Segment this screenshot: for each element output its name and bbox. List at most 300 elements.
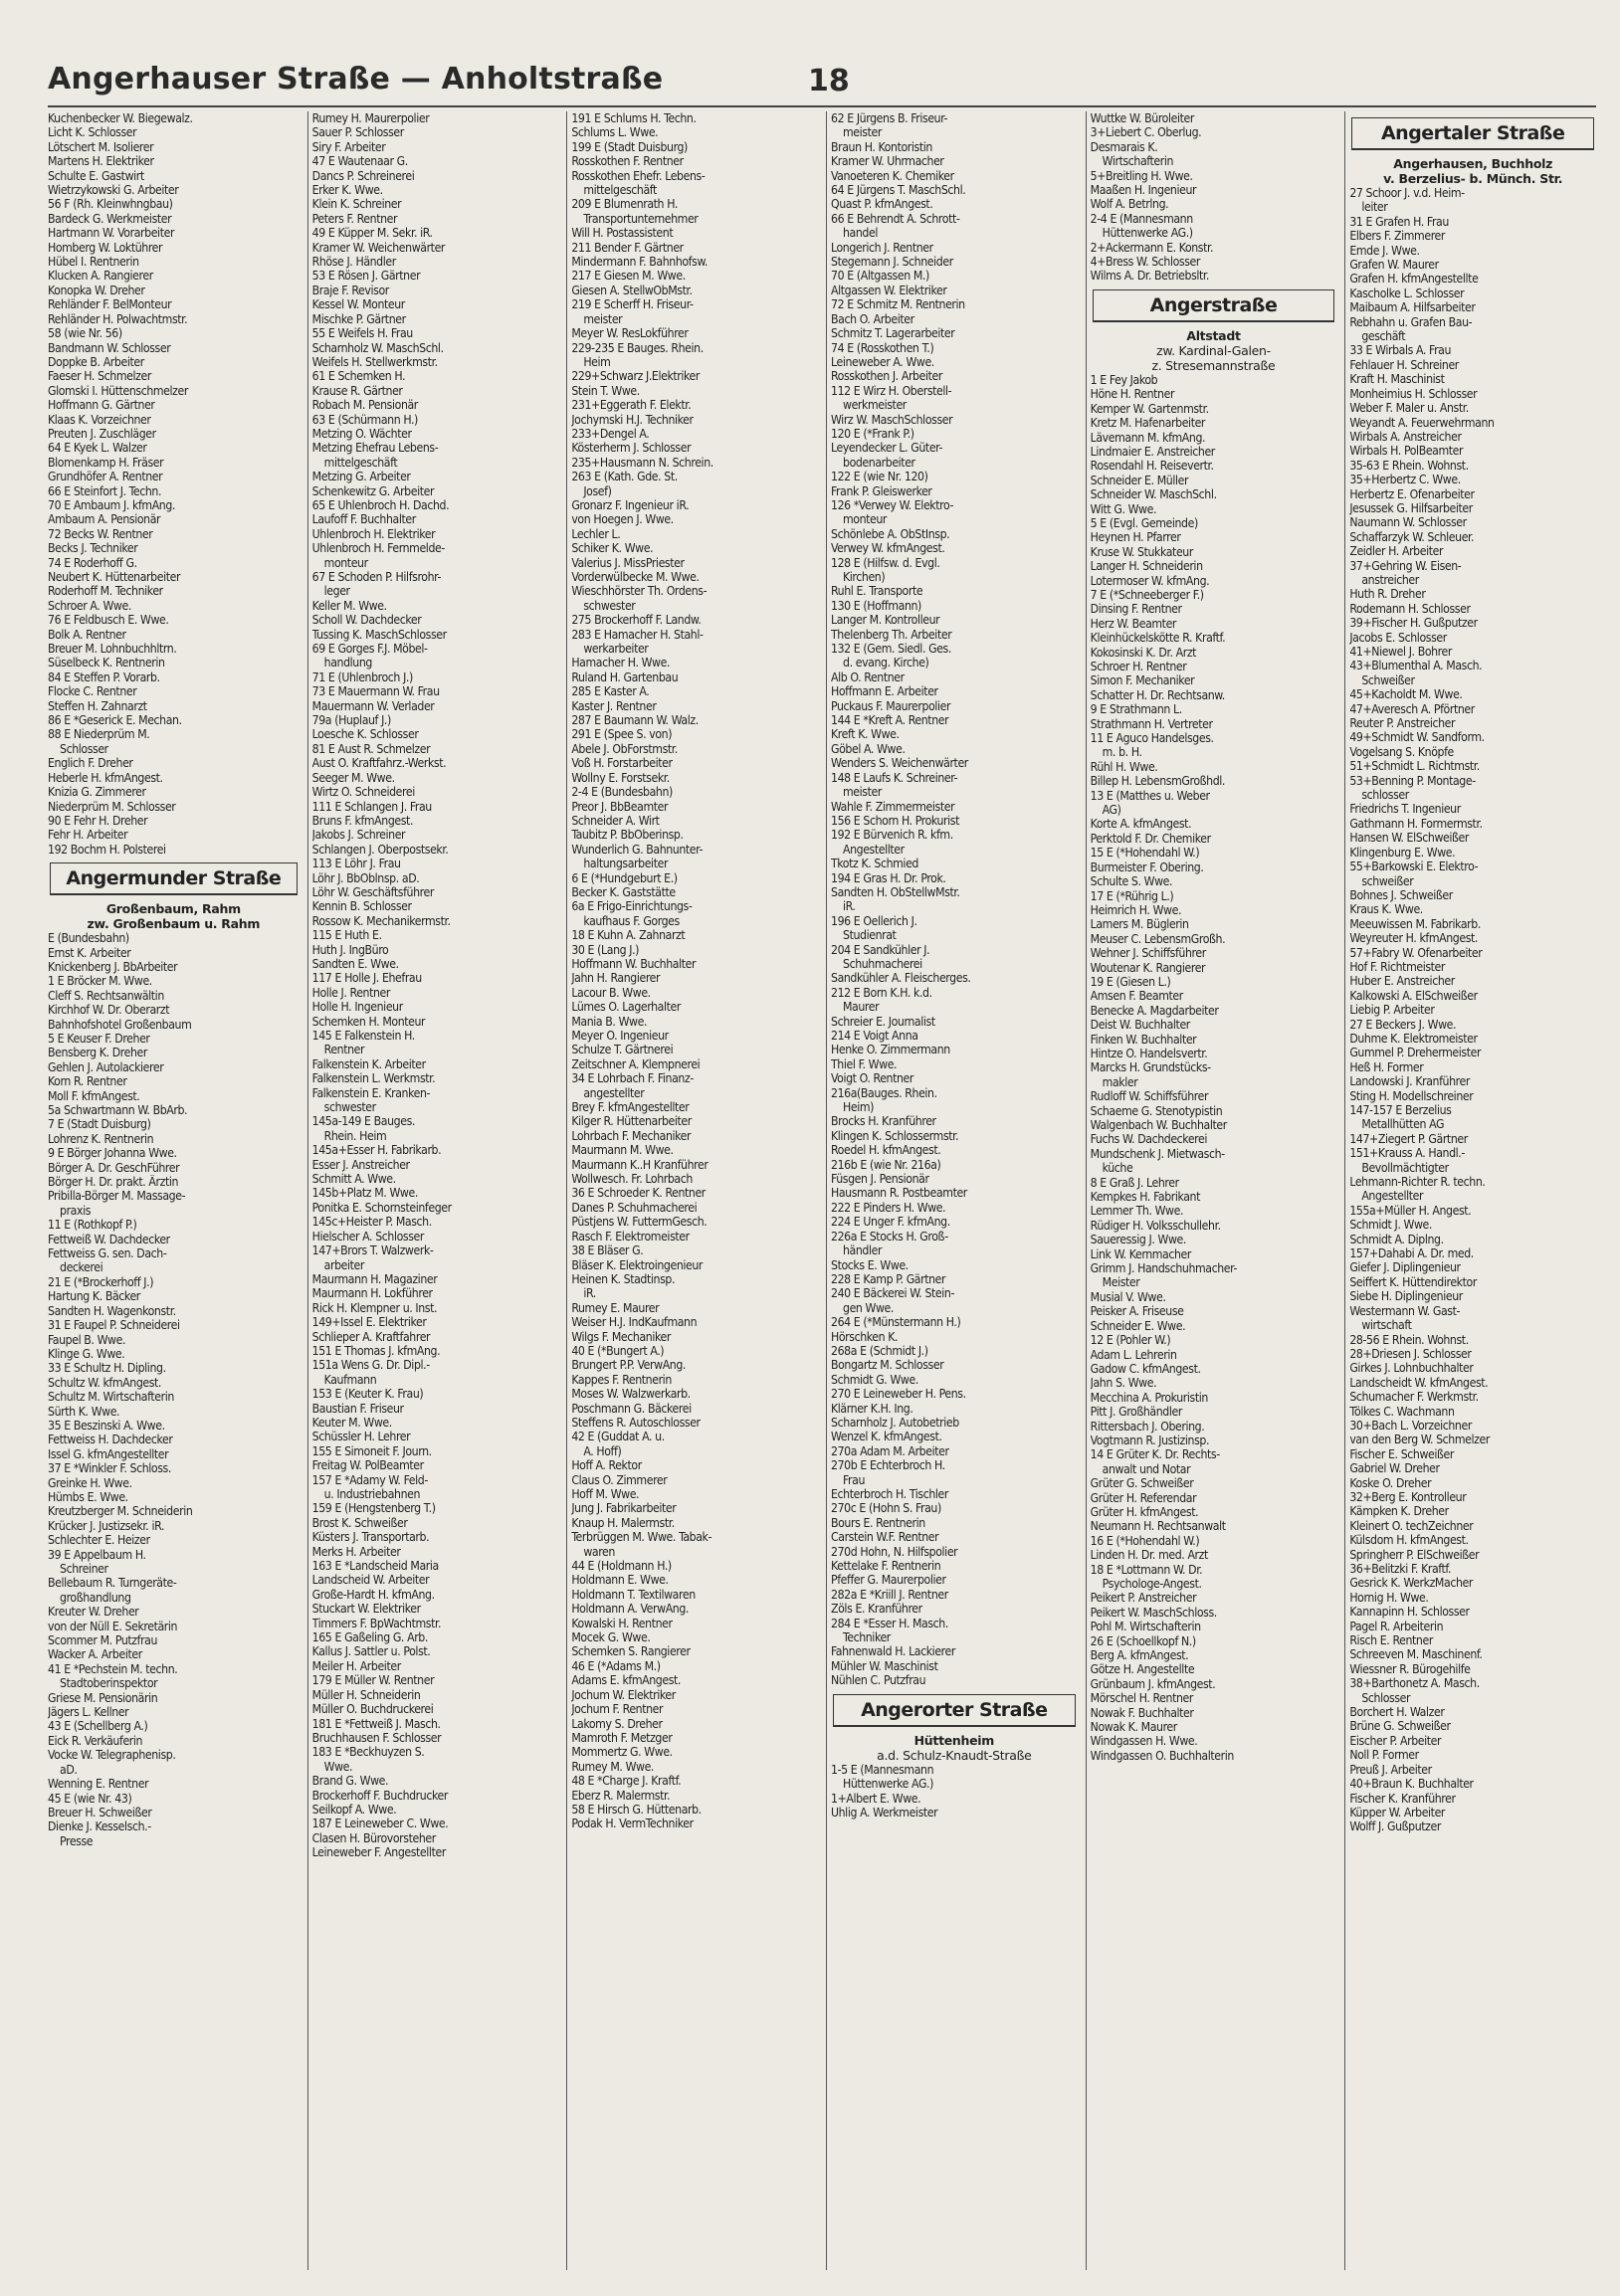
- entry-continuation: Meister: [1102, 1275, 1140, 1290]
- street-heading: Angerorter Straße: [833, 1694, 1076, 1727]
- resident-entry: 199 E (Stadt Duisburg): [571, 139, 688, 154]
- resident-entry: Wollny E. Forstsekr.: [571, 770, 670, 785]
- resident-entry: Kallus J. Sattler u. Polst.: [311, 1644, 431, 1659]
- resident-entry: Altgassen W. Elektriker: [831, 283, 947, 297]
- resident-entry: 5 E Keuser F. Dreher: [48, 1031, 150, 1046]
- resident-entry: 5a Schwartmann W. BbArb.: [48, 1103, 188, 1117]
- resident-entry: Podak H. VermTechniker: [571, 1817, 694, 1831]
- entry-continuation: angestellter: [583, 1085, 645, 1100]
- resident-entry: 156 E Schorn H. Prokurist: [831, 813, 960, 828]
- resident-entry: Heberle H. kfmAngest.: [48, 770, 163, 785]
- resident-entry: Holle J. Rentner: [311, 985, 390, 1000]
- resident-entry: Jung J. Fabrikarbeiter: [571, 1501, 677, 1516]
- resident-entry: 9 E Börger Johanna Wwe.: [48, 1146, 177, 1161]
- resident-entry: Rüdiger H. Volksschullehr.: [1090, 1218, 1221, 1233]
- resident-entry: Holle H. Ingenieur: [311, 1000, 403, 1015]
- resident-entry: 2-4 E (Mannesmann: [1090, 211, 1193, 226]
- resident-entry: Perktold F. Dr. Chemiker: [1090, 831, 1211, 846]
- street-subheading: a.d. Schulz-Knaudt-Straße: [877, 1747, 1032, 1763]
- resident-entry: Wunderlich G. Bahnunter-: [571, 842, 704, 857]
- resident-entry: 6a E Frigo-Einrichtungs-: [571, 899, 693, 914]
- resident-entry: Landscheid W. Arbeiter: [311, 1573, 430, 1588]
- resident-entry: Reuter P. Anstreicher: [1349, 716, 1456, 731]
- resident-entry: Gathmann H. Formermstr.: [1349, 816, 1483, 831]
- entry-continuation: schwester: [323, 1100, 376, 1115]
- resident-entry: Leineweber F. Angestellter: [311, 1845, 446, 1860]
- resident-entry: Kemper W. Gartenmstr.: [1090, 401, 1209, 416]
- resident-entry: Falkenstein K. Arbeiter: [311, 1056, 426, 1071]
- resident-entry: 147+Brors T. Walzwerk-: [311, 1244, 434, 1258]
- resident-entry: 84 E Steffen P. Vorarb.: [48, 670, 160, 684]
- entry-continuation: meister: [843, 785, 882, 800]
- resident-entry: 35+Herbertz C. Wwe.: [1349, 473, 1461, 487]
- resident-entry: Peikert P. Anstreicher: [1090, 1591, 1197, 1606]
- resident-entry: Jesussek G. Hilfsarbeiter: [1349, 500, 1473, 515]
- resident-entry: Kramer W. Uhrmacher: [831, 154, 944, 169]
- resident-entry: Wenzel K. kfmAngest.: [831, 1430, 942, 1444]
- resident-entry: Girkes J. Lohnbuchhalter: [1349, 1361, 1474, 1376]
- resident-entry: 209 E Blumenrath H.: [571, 197, 678, 212]
- resident-entry: Witt G. Wwe.: [1090, 501, 1157, 516]
- entry-continuation: mittelgeschäft: [583, 183, 657, 198]
- resident-entry: Küpper W. Arbeiter: [1349, 1805, 1446, 1819]
- resident-entry: Hoffmann G. Gärtner: [48, 398, 155, 413]
- resident-entry: 12 E (Pohler W.): [1090, 1333, 1171, 1348]
- resident-entry: Gronarz F. Ingenieur iR.: [571, 497, 690, 512]
- resident-entry: 229+Schwarz J.Elektriker: [571, 369, 701, 384]
- resident-entry: 233+Dengel A.: [571, 426, 650, 441]
- resident-entry: 43 E (Schellberg A.): [48, 1719, 148, 1734]
- street-subheading: v. Berzelius- b. Münch. Str.: [1383, 171, 1563, 186]
- resident-entry: 151 E Thomas J. kfmAng.: [311, 1343, 441, 1358]
- resident-entry: Rosskothen Ehefr. Lebens-: [571, 168, 706, 183]
- resident-entry: Rick H. Klempner u. Inst.: [311, 1300, 438, 1315]
- resident-entry: 228 E Kamp P. Gärtner: [831, 1271, 946, 1286]
- resident-entry: 155a+Müller H. Angest.: [1349, 1203, 1472, 1218]
- resident-entry: 235+Hausmann N. Schrein.: [571, 455, 713, 470]
- resident-entry: 111 E Schlangen J. Frau: [311, 799, 432, 814]
- resident-entry: Nühlen C. Putzfrau: [831, 1673, 926, 1688]
- resident-entry: Hausmann R. Postbeamter: [831, 1186, 967, 1201]
- resident-entry: Wuttke W. Büroleiter: [1090, 111, 1194, 125]
- resident-entry: Uhlenbroch H. Fernmelde-: [311, 541, 445, 556]
- resident-entry: 145b+Platz M. Wwe.: [311, 1186, 418, 1201]
- resident-entry: Löhr J. BbOblnsp. aD.: [311, 870, 420, 885]
- resident-entry: 270c E (Hohn S. Frau): [831, 1501, 941, 1516]
- resident-entry: Brey F. kfmAngestellter: [571, 1100, 690, 1115]
- resident-entry: Noll P. Former: [1349, 1748, 1419, 1763]
- resident-entry: Krause R. Gärtner: [311, 383, 403, 398]
- resident-entry: Wietrzykowski G. Arbeiter: [48, 183, 179, 198]
- directory-column: [1086, 111, 1337, 2270]
- entry-continuation: handel: [843, 226, 878, 241]
- resident-entry: Ruland H. Gartenbau: [571, 670, 679, 684]
- resident-entry: Vocke W. Telegraphenisp.: [48, 1748, 176, 1763]
- resident-entry: 7 E (Stadt Duisburg): [48, 1117, 151, 1132]
- resident-entry: Schneider W. MaschSchl.: [1090, 487, 1217, 502]
- entry-continuation: Schlosser: [1361, 1690, 1411, 1705]
- entry-continuation: bodenarbeiter: [843, 455, 915, 470]
- resident-entry: 3+Liebert C. Oberlug.: [1090, 125, 1202, 140]
- resident-entry: Adam L. Lehrerin: [1090, 1347, 1177, 1362]
- resident-entry: Herbertz E. Ofenarbeiter: [1349, 486, 1475, 501]
- resident-entry: Rudloff W. Schiffsführer: [1090, 1089, 1209, 1104]
- resident-entry: Fehlauer H. Schreiner: [1349, 357, 1459, 372]
- resident-entry: 163 E *Landscheid Maria: [311, 1559, 439, 1574]
- resident-entry: Wenders S. Weichenwärter: [831, 756, 968, 771]
- resident-entry: Kettelake F. Rentnerin: [831, 1559, 941, 1574]
- resident-entry: 204 E Sandkühler J.: [831, 942, 930, 957]
- resident-entry: Schneider E. Müller: [1090, 473, 1189, 487]
- resident-entry: Flocke C. Rentner: [48, 684, 137, 699]
- resident-entry: Schlums L. Wwe.: [571, 125, 659, 140]
- entry-continuation: u. Industriebahnen: [323, 1487, 421, 1501]
- resident-entry: Clasen H. Bürovorsteher: [311, 1830, 436, 1845]
- resident-entry: 15 E (*Hohendahl W.): [1090, 846, 1200, 861]
- resident-entry: Braun H. Kontoristin: [831, 139, 932, 154]
- resident-entry: Börger A. Dr. GeschFührer: [48, 1160, 180, 1175]
- resident-entry: Frank P. Gleiswerker: [831, 483, 932, 498]
- resident-entry: Keller M. Wwe.: [311, 598, 387, 613]
- resident-entry: Desmarais K.: [1090, 139, 1158, 154]
- resident-entry: Höne H. Rentner: [1090, 387, 1175, 402]
- resident-entry: 11 E Aguco Handelsges.: [1090, 731, 1214, 746]
- resident-entry: Kessel W. Monteur: [311, 297, 405, 312]
- resident-entry: Schemken H. Monteur: [311, 1014, 426, 1029]
- resident-entry: Robach M. Pensionär: [311, 398, 418, 413]
- resident-entry: Heimrich H. Wwe.: [1090, 902, 1182, 917]
- resident-entry: Vogtmann R. Justizinsp.: [1090, 1433, 1210, 1447]
- resident-entry: 2-4 E (Bundesbahn): [571, 785, 673, 800]
- resident-entry: Scharnholz J. Autobetrieb: [831, 1415, 959, 1430]
- resident-entry: 153 E (Keuter K. Frau): [311, 1387, 424, 1402]
- resident-entry: Lakomy S. Dreher: [571, 1716, 663, 1731]
- resident-entry: Brungert P.P. VerwAng.: [571, 1358, 686, 1373]
- resident-entry: 14 E Grüter K. Dr. Rechts-: [1090, 1447, 1220, 1462]
- resident-entry: Metzing Ehefrau Lebens-: [311, 441, 439, 456]
- resident-entry: 28+Driesen J. Schlosser: [1349, 1346, 1472, 1361]
- resident-entry: Lohrbach F. Mechaniker: [571, 1128, 692, 1143]
- resident-entry: Fettweiss G. sen. Dach-: [48, 1246, 167, 1261]
- resident-entry: 81 E Aust R. Schmelzer: [311, 741, 431, 756]
- resident-entry: Börger H. Dr. prakt. Ärztin: [48, 1175, 179, 1190]
- entry-continuation: geschäft: [1361, 329, 1406, 344]
- resident-entry: Becker K. Gaststätte: [571, 884, 676, 899]
- resident-entry: Zeitschner A. Klempnerei: [571, 1056, 701, 1071]
- resident-entry: Sting H. Modellschreiner: [1349, 1088, 1474, 1103]
- resident-entry: Seeger M. Wwe.: [311, 770, 395, 785]
- entry-continuation: deckerei: [60, 1260, 103, 1275]
- resident-entry: 30 E (Lang J.): [571, 942, 640, 957]
- resident-entry: 216a(Bauges. Rhein.: [831, 1085, 937, 1100]
- resident-entry: Carstein W.F. Rentner: [831, 1530, 939, 1545]
- resident-entry: Fischer E. Schweißer: [1349, 1446, 1454, 1461]
- resident-entry: Vorderwülbecke M. Wwe.: [571, 570, 700, 584]
- resident-entry: 120 E (*Frank P.): [831, 426, 914, 441]
- resident-entry: Knaup H. Malermstr.: [571, 1515, 675, 1530]
- resident-entry: 1+Albert E. Wwe.: [831, 1791, 921, 1806]
- resident-entry: Wirtz O. Schneiderei: [311, 785, 415, 800]
- resident-entry: 1-5 E (Mannesmann: [831, 1762, 934, 1777]
- resident-entry: 33 E Wirbals A. Frau: [1349, 343, 1452, 358]
- resident-entry: Schlechter E. Heizer: [48, 1533, 150, 1548]
- resident-entry: 9 E Strathmann L.: [1090, 702, 1182, 717]
- resident-entry: Kalkowski A. ElSchweißer: [1349, 988, 1478, 1003]
- entry-continuation: Wirtschafterin: [1102, 154, 1174, 169]
- resident-entry: Jägers L. Kellner: [48, 1705, 129, 1720]
- resident-entry: 196 E Oellerich J.: [831, 913, 917, 928]
- resident-entry: Schreeven M. Maschinenf.: [1349, 1647, 1483, 1662]
- entry-continuation: Heim: [583, 354, 611, 369]
- resident-entry: Valerius J. MissPriester: [571, 555, 685, 570]
- resident-entry: Issel G. kfmAngestellter: [48, 1446, 169, 1461]
- resident-entry: Scommer M. Putzfrau: [48, 1633, 158, 1648]
- resident-entry: Kleinert O. techZeichner: [1349, 1518, 1474, 1533]
- resident-entry: Bongartz M. Schlosser: [831, 1358, 944, 1373]
- resident-entry: 282a E *Kriill J. Rentner: [831, 1587, 948, 1602]
- resident-entry: E (Bundesbahn): [48, 931, 129, 946]
- entry-continuation: Kaufmann: [323, 1372, 377, 1387]
- resident-entry: Meyer O. Ingenieur: [571, 1029, 669, 1043]
- resident-entry: 74 E Roderhoff G.: [48, 555, 137, 570]
- resident-entry: 56 F (Rh. Kleinwhngbau): [48, 197, 173, 212]
- resident-entry: 49 E Küpper M. Sekr. iR.: [311, 226, 433, 241]
- resident-entry: 40 E (*Bungert A.): [571, 1343, 665, 1358]
- resident-entry: Wollwesch. Fr. Lohrbach: [571, 1172, 693, 1187]
- resident-entry: Ponitka E. Schornsteinfeger: [311, 1200, 452, 1215]
- street-subheading: zw. Großenbaum u. Rahm: [87, 916, 261, 932]
- resident-entry: 35-63 E Rhein. Wohnst.: [1349, 458, 1469, 473]
- entry-continuation: meister: [843, 125, 882, 140]
- resident-entry: 132 E (Gem. Siedl. Ges.: [831, 642, 951, 657]
- entry-continuation: d. evang. Kirche): [843, 656, 929, 670]
- resident-entry: 16 E (*Hohendahl W.): [1090, 1533, 1200, 1548]
- resident-entry: Stuckart W. Elektriker: [311, 1602, 421, 1617]
- resident-entry: 57+Fabry W. Ofenarbeiter: [1349, 945, 1483, 960]
- resident-entry: Holdmann A. VerwAng.: [571, 1602, 689, 1617]
- resident-entry: Grüter H. Referendar: [1090, 1490, 1197, 1505]
- resident-entry: 35 E Beszinski A. Wwe.: [48, 1418, 165, 1433]
- resident-entry: Jahn H. Rangierer: [571, 971, 661, 986]
- resident-entry: Puckaus F. Maurerpolier: [831, 698, 951, 713]
- resident-entry: Musial V. Wwe.: [1090, 1289, 1166, 1304]
- resident-entry: 155 E Simoneit F. Journ.: [311, 1443, 432, 1458]
- resident-entry: Preuß J. Arbeiter: [1349, 1762, 1432, 1777]
- resident-entry: Seilkopf A. Wwe.: [311, 1802, 397, 1817]
- resident-entry: Pohl M. Wirtschafterin: [1090, 1620, 1201, 1634]
- resident-entry: Schmidt G. Wwe.: [831, 1372, 918, 1387]
- resident-entry: Liebig P. Arbeiter: [1349, 1003, 1435, 1018]
- resident-entry: Lechler L.: [571, 526, 621, 541]
- resident-entry: 229-235 E Bauges. Rhein.: [571, 340, 704, 355]
- resident-entry: Lehmann-Richter R. techn.: [1349, 1175, 1486, 1190]
- resident-entry: Kowalski H. Rentner: [571, 1616, 673, 1630]
- resident-entry: Jochum F. Rentner: [571, 1702, 664, 1717]
- resident-entry: 179 E Müller W. Rentner: [311, 1673, 435, 1688]
- entry-continuation: Wwe.: [323, 1759, 353, 1774]
- resident-entry: 151+Krauss A. Handl.-: [1349, 1146, 1465, 1161]
- resident-entry: Springherr P. ElSchweißer: [1349, 1547, 1480, 1562]
- entry-continuation: monteur: [843, 512, 888, 527]
- resident-entry: 6 E (*Hundgeburt E.): [571, 870, 678, 885]
- resident-entry: Sauer P. Schlosser: [311, 125, 404, 140]
- resident-entry: Dinsing F. Rentner: [1090, 602, 1182, 617]
- resident-entry: Metzing O. Wächter: [311, 426, 412, 441]
- resident-entry: 112 E Wirz H. Oberstell-: [831, 383, 952, 398]
- resident-entry: 27 E Beckers J. Wwe.: [1349, 1017, 1457, 1032]
- resident-entry: Vogelsang S. Knöpfe: [1349, 744, 1454, 759]
- entry-continuation: AG): [1102, 803, 1121, 818]
- resident-entry: 1 E Bröcker M. Wwe.: [48, 974, 152, 989]
- resident-entry: Uhlig A. Werkmeister: [831, 1805, 938, 1819]
- resident-entry: Billep H. LebensmGroßhdl.: [1090, 774, 1225, 789]
- resident-entry: Baustian F. Friseur: [311, 1401, 404, 1416]
- resident-entry: Rumey H. Maurerpolier: [311, 111, 430, 125]
- entry-continuation: A. Hoff): [583, 1443, 622, 1458]
- resident-entry: Mindermann F. Bahnhofsw.: [571, 255, 708, 270]
- resident-entry: Brüne G. Schweißer: [1349, 1719, 1451, 1734]
- resident-entry: 76 E Feldbusch E. Wwe.: [48, 613, 169, 628]
- resident-entry: Freitag W. PolBeamter: [311, 1458, 424, 1473]
- resident-entry: Koske O. Dreher: [1349, 1475, 1432, 1490]
- resident-entry: 28-56 E Rhein. Wohnst.: [1349, 1332, 1469, 1347]
- resident-entry: Brockerhoff F. Buchdrucker: [311, 1788, 448, 1803]
- page-header-title: Angerhauser Straße — Anholtstraße: [48, 62, 664, 96]
- resident-entry: 217 E Giesen M. Wwe.: [571, 269, 686, 284]
- resident-entry: Rühl H. Wwe.: [1090, 759, 1158, 774]
- resident-entry: Faeser H. Schmelzer: [48, 369, 151, 384]
- resident-entry: Wilgs F. Mechaniker: [571, 1329, 671, 1344]
- resident-entry: Peikert W. MaschSchloss.: [1090, 1605, 1217, 1620]
- resident-entry: Klucken A. Rangierer: [48, 269, 153, 284]
- resident-entry: 32+Berg E. Kontrolleur: [1349, 1489, 1467, 1504]
- resident-entry: Aust O. Kraftfahrz.-Werkst.: [311, 756, 447, 771]
- resident-entry: von Hoegen J. Wwe.: [571, 512, 674, 527]
- resident-entry: Wilms A. Dr. Betriebsltr.: [1090, 269, 1209, 284]
- resident-entry: Schönlebe A. ObStInsp.: [831, 526, 950, 541]
- resident-entry: 115 E Huth E.: [311, 928, 382, 943]
- entry-continuation: meister: [583, 311, 623, 326]
- street-subheading: Altstadt: [1186, 327, 1241, 343]
- resident-entry: 187 E Leineweber C. Wwe.: [311, 1817, 449, 1831]
- resident-entry: Wenning E. Rentner: [48, 1777, 149, 1792]
- resident-entry: Bolk A. Rentner: [48, 627, 126, 642]
- street-heading: Angerstraße: [1093, 289, 1335, 322]
- resident-entry: 211 Bender F. Gärtner: [571, 240, 684, 255]
- resident-entry: Quast P. kfmAngest.: [831, 197, 933, 212]
- resident-entry: Hamacher H. Wwe.: [571, 656, 671, 670]
- resident-entry: Faupel B. Wwe.: [48, 1332, 126, 1347]
- resident-entry: Licht K. Schlosser: [48, 125, 137, 140]
- resident-entry: 64 E Jürgens T. MaschSchl.: [831, 183, 966, 198]
- resident-entry: 4+Bress W. Schlosser: [1090, 255, 1201, 270]
- resident-entry: Korte A. kfmAngest.: [1090, 817, 1192, 832]
- resident-entry: 128 E (Hilfsw. d. Evgl.: [831, 555, 940, 570]
- resident-entry: Glomski I. Hüttenschmelzer: [48, 383, 188, 398]
- resident-entry: Erker K. Wwe.: [311, 183, 383, 198]
- entry-continuation: iR.: [583, 1286, 596, 1301]
- resident-entry: Schatter H. Dr. Rechtsanw.: [1090, 687, 1225, 702]
- resident-entry: Krücker J. Justizsekr. iR.: [48, 1518, 164, 1533]
- entry-continuation: händler: [843, 1244, 883, 1258]
- resident-entry: 191 E Schlums H. Techn.: [571, 111, 697, 125]
- resident-entry: Jochum W. Elektriker: [571, 1687, 676, 1702]
- entry-continuation: Maurer: [843, 1000, 880, 1015]
- resident-entry: Götze H. Angestellte: [1090, 1662, 1195, 1677]
- entry-continuation: werkarbeiter: [583, 642, 649, 657]
- resident-entry: Rehländer H. Polwachtmstr.: [48, 311, 188, 326]
- resident-entry: Gesrick K. WerkzMacher: [1349, 1576, 1473, 1591]
- entry-continuation: mittelgeschäft: [323, 455, 398, 470]
- resident-entry: Mamroth F. Metzger: [571, 1730, 673, 1745]
- entry-continuation: arbeiter: [323, 1257, 364, 1272]
- entry-continuation: leger: [323, 584, 350, 599]
- resident-entry: 38+Barthonetz A. Masch.: [1349, 1676, 1480, 1691]
- resident-entry: Schaeme G. Stenotypistin: [1090, 1103, 1223, 1118]
- resident-entry: Kirchhof W. Dr. Oberarzt: [48, 1003, 170, 1018]
- resident-entry: Kreuter W. Dreher: [48, 1605, 139, 1620]
- resident-entry: Brost K. Schweißer: [311, 1515, 408, 1530]
- resident-entry: Windgassen O. Buchhalterin: [1090, 1748, 1234, 1763]
- resident-entry: 17 E (*Rührig L.): [1090, 888, 1174, 903]
- resident-entry: Bellebaum R. Turngeräte-: [48, 1576, 177, 1591]
- resident-entry: Wolff J. Gußputzer: [1349, 1819, 1441, 1834]
- resident-entry: Klein K. Schreiner: [311, 197, 402, 212]
- resident-entry: Bardeck G. Werkmeister: [48, 211, 172, 226]
- resident-entry: 31 E Faupel P. Schneiderei: [48, 1318, 180, 1333]
- resident-entry: Herz W. Beamter: [1090, 616, 1177, 631]
- resident-entry: Rumey E. Maurer: [571, 1300, 660, 1315]
- resident-entry: 44 E (Holdmann H.): [571, 1559, 672, 1574]
- resident-entry: Falkenstein L. Werkmstr.: [311, 1071, 436, 1086]
- entry-continuation: anwalt und Notar: [1102, 1461, 1191, 1476]
- resident-entry: 145a-149 E Bauges.: [311, 1114, 415, 1129]
- entry-continuation: Schweißer: [1361, 672, 1415, 687]
- resident-entry: Hof F. Richtmeister: [1349, 959, 1446, 974]
- entry-continuation: praxis: [60, 1203, 92, 1218]
- resident-entry: Huber E. Anstreicher: [1349, 974, 1455, 989]
- resident-entry: Heß H. Former: [1349, 1059, 1424, 1074]
- resident-entry: Schneider E. Wwe.: [1090, 1318, 1186, 1333]
- resident-entry: Will H. Postassistent: [571, 226, 674, 241]
- resident-entry: 31 E Grafen H. Frau: [1349, 214, 1449, 229]
- resident-entry: Voigt O. Rentner: [831, 1071, 914, 1086]
- resident-entry: Homberg W. Loktührer: [48, 240, 163, 255]
- street-subheading: zw. Kardinal-Galen-: [1156, 342, 1271, 358]
- resident-entry: Blomenkamp H. Fräser: [48, 455, 164, 470]
- resident-entry: Langer H. Schneiderin: [1090, 559, 1203, 574]
- entry-continuation: Josef): [583, 483, 612, 498]
- resident-entry: Taubitz P. BbOberinsp.: [571, 828, 684, 843]
- resident-entry: 73 E Mauermann W. Frau: [311, 684, 440, 699]
- resident-entry: Naumann W. Schlosser: [1349, 515, 1467, 530]
- resident-entry: Kascholke L. Schlosser: [1349, 286, 1465, 300]
- entry-continuation: schweißer: [1361, 873, 1414, 888]
- resident-entry: Greinke H. Wwe.: [48, 1475, 132, 1490]
- resident-entry: 43+Blumenthal A. Masch.: [1349, 659, 1483, 673]
- resident-entry: Emde J. Wwe.: [1349, 243, 1420, 258]
- resident-entry: 214 E Voigt Anna: [831, 1029, 918, 1043]
- resident-entry: Schultz M. Wirtschafterin: [48, 1390, 174, 1405]
- resident-entry: 268a E (Schmidt J.): [831, 1343, 928, 1358]
- resident-entry: 192 Bochm H. Polsterei: [48, 842, 166, 857]
- entry-continuation: haltungsarbeiter: [583, 857, 669, 871]
- resident-entry: 231+Eggerath F. Elektr.: [571, 398, 692, 413]
- resident-entry: 71 E (Uhlenbroch J.): [311, 670, 413, 684]
- resident-entry: Wirz W. MaschSchlosser: [831, 412, 953, 427]
- resident-entry: Strathmann H. Vertreter: [1090, 716, 1213, 731]
- resident-entry: Fuchs W. Dachdeckerei: [1090, 1132, 1208, 1147]
